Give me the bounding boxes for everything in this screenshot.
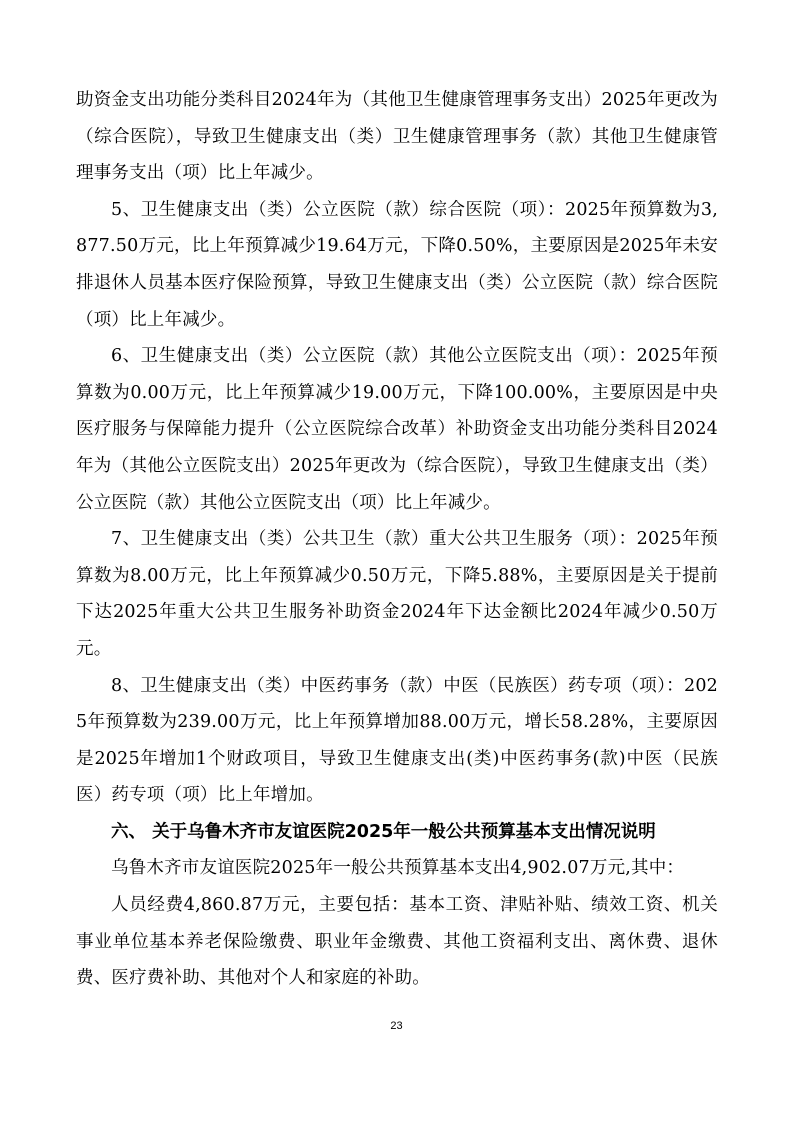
paragraph-item-5: 5、卫生健康支出（类）公立医院（款）综合医院（项）：2025年预算数为3,877.50万元，比上年预算减少19.64万元，下降0.50%，主要原因是2025年未安排退休人员基本医疗保险预算，导致卫生健康支出（类）公立医院（款）综合医院（项）比上年减少。	[76, 199, 718, 330]
section-paragraph-summary: 乌鲁木齐市友谊医院2025年一般公共预算基本支出4,902.07万元,其中：	[111, 858, 685, 879]
page-number: 23	[390, 1020, 403, 1032]
paragraph-continued: 助资金支出功能分类科目2024年为（其他卫生健康管理事务支出）2025年更改为（综合医院），导致卫生健康支出（类）卫生健康管理事务（款）其他卫生健康管理事务支出（项）比上年减少。	[76, 90, 718, 184]
document-body	[76, 82, 718, 997]
paragraph-item-7: 7、卫生健康支出（类）公共卫生（款）重大公共卫生服务（项）：2025年预算数为8.00万元，比上年预算减少0.50万元，下降5.88%，主要原因是关于提前下达2025年重大公共卫生服务补助资金2024年下达金额比2024年减少0.50万元。	[76, 529, 718, 659]
paragraph-item-6: 6、卫生健康支出（类）公立医院（款）其他公立医院支出（项）：2025年预算数为0.00万元，比上年预算减少19.00万元，下降100.00%，主要原因是中央医疗服务与保障能力提升（公立医院综合改革）补助资金支出功能分类科目2024年为（其他公立医院支出）2025年更改为（综合医院），导致卫生健康支出（类）公立医院（款）其他公立医院支出（项）比上年减少。	[76, 346, 718, 513]
paragraph-item-8: 8、卫生健康支出（类）中医药事务（款）中医（民族医）药专项（项）：2025年预算数为239.00万元，比上年预算增加88.00万元，增长58.28%，主要原因是2025年增加1个财政项目，导致卫生健康支出(类)中医药事务(款)中医（民族医）药专项（项）比上年增加。	[76, 675, 718, 806]
section-paragraph-personnel: 人员经费4,860.87万元，主要包括：基本工资、津贴补贴、绩效工资、机关事业单位基本养老保险缴费、职业年金缴费、其他工资福利支出、离休费、退休费、医疗费补助、其他对个人和家庭的补助。	[76, 895, 718, 989]
section-heading: 六、 关于乌鲁木齐市友谊医院2025年一般公共预算基本支出情况说明	[111, 821, 656, 842]
